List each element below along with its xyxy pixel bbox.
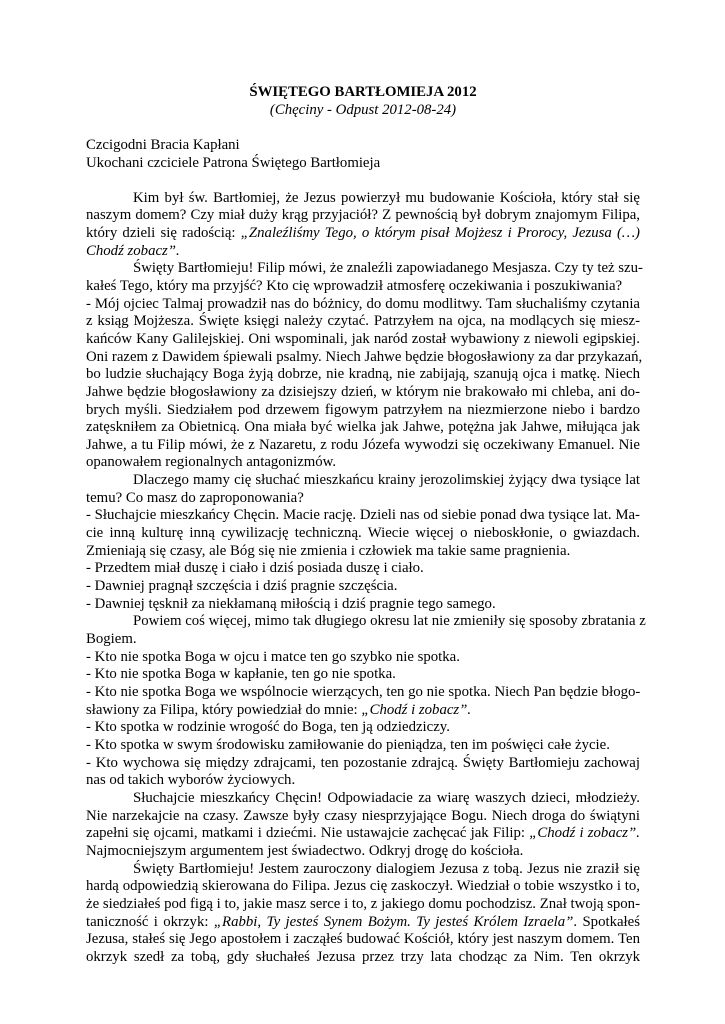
- text-run: Jezusa, stałeś się Jego apostołem i zacząłeś budować Kościół, który jest naszym domem. Ten: [86, 931, 640, 948]
- text-line: [86, 808, 640, 826]
- text-run: kałeś Tego, który ma przyjść? Kto cię wprowadził atmosferę oczekiwania i poszukiwania?: [86, 277, 623, 294]
- text-run: temu? Co masz do zaproponowania?: [86, 489, 304, 506]
- text-line: [86, 560, 640, 578]
- text-line: [86, 613, 646, 631]
- text-line: [86, 666, 640, 684]
- quote-run: Chodź zobacz”.: [86, 242, 180, 259]
- text-run: Kim był św. Bartłomiej, że Jezus powierzył mu budowanie Kościoła, który stał się: [133, 189, 640, 206]
- text-run: który dzieli się radością:: [86, 224, 241, 241]
- text-run: Nie narzekajcie na czasy. Zawsze były czasy niesprzyjające Bogu. Niech droga do świątyni: [86, 807, 640, 824]
- text-line: [86, 755, 640, 773]
- text-run: - Mój ojciec Talmaj prowadził nas do bóżnicy, do domu modlitwy. Tam słuchaliśmy czytania: [86, 295, 640, 312]
- greeting-line: Ukochani czciciele Patrona Świętego Bartłomieja: [86, 154, 381, 171]
- text-run: - Kto spotka w swym środowisku zamiłowanie do pieniądza, ten im poświęci całe życie.: [86, 736, 610, 753]
- text-line: [86, 278, 640, 296]
- text-line: [86, 649, 640, 667]
- document-title: ŚWIĘTEGO BARTŁOMIEJA 2012: [249, 84, 477, 100]
- text-line: [86, 931, 640, 949]
- text-run: kańców Kany Galilejskiej. Oni wspominali, jak naród został wybawiony z niewoli egipskiej.: [86, 330, 640, 347]
- text-line: [86, 207, 640, 225]
- text-line: [86, 225, 640, 243]
- text-run: Święty Bartłomieju! Jestem zauroczony dialogiem Jezusa z tobą. Jezus nie zraził się: [133, 860, 640, 877]
- text-run: Słuchajcie mieszkańcy Chęcin! Odpowiadacie za wiarę waszych dzieci, młodzieży.: [133, 789, 640, 806]
- text-line: [86, 737, 640, 755]
- text-line: [86, 260, 643, 278]
- text-line: [86, 437, 640, 455]
- text-line: [86, 313, 640, 331]
- text-line: [86, 507, 640, 525]
- text-line: [86, 914, 640, 932]
- text-run: Jahwe, a tu Filip mówi, że z Nazaretu, z rodu Józefa wywodzi się oczekiwany Emanuel. Nie: [86, 436, 640, 453]
- greeting-line: Czcigodni Bracia Kapłani: [86, 137, 240, 154]
- quote-run: „Znaleźliśmy Tego, o którym pisał Mojżesz i Prorocy, Jezusa (…): [240, 224, 640, 241]
- text-line: [86, 719, 640, 737]
- quote-run: „Chodź i zobacz”.: [529, 825, 640, 842]
- text-line: [86, 878, 640, 896]
- text-line: [86, 949, 640, 967]
- text-line: [86, 190, 640, 208]
- text-line: [86, 243, 640, 261]
- body-text: [86, 189, 646, 967]
- text-line: [86, 772, 640, 790]
- document-page: [86, 84, 646, 967]
- text-run: - Kto nie spotka Boga w ojcu i matce ten go szybko nie spotka.: [86, 648, 460, 665]
- text-run: - Kto wychowa się między zdrajcami, ten pozostanie zdrajcą. Święty Bartłomieju zachowaj: [86, 754, 640, 771]
- text-run: taniczność i okrzyk:: [86, 913, 214, 930]
- text-line: [86, 578, 640, 596]
- text-run: - Dawniej pragnął szczęścia i dziś pragnie szczęścia.: [86, 578, 398, 595]
- text-run: - Dawniej tęsknił za niekłamaną miłością i dziś pragnie tego samego.: [86, 595, 496, 612]
- text-run: Oni razem z Dawidem śpiewali psalmy. Niech Jahwe będzie błogosławiony za dar przykazań,: [86, 348, 643, 365]
- text-line: [86, 525, 640, 543]
- text-line: [86, 296, 640, 314]
- text-run: nas od takich wyborów życiowych.: [86, 772, 296, 789]
- text-run: Powiem coś więcej, mimo tak długiego okresu lat nie zmieniły się sposoby zbratania z: [133, 613, 646, 630]
- text-run: Jahwe będzie błogosławiony za dzisiejszy dzień, w którym nie brakowało mi chleba, ani do-: [86, 383, 640, 400]
- text-line: [86, 631, 640, 649]
- text-line: [86, 843, 640, 861]
- text-line: [86, 454, 640, 472]
- document-subtitle: (Chęciny - Odpust 2012-08-24): [269, 101, 457, 118]
- text-run: hardą odpowiedzią skierowana do Filipa. Jezus cię zaskoczył. Wiedział o tobie wszystko i to,: [86, 878, 640, 895]
- text-run: zapełni się ojcami, matkami i dziećmi. Nie ustawajcie zachęcać jak Filip:: [86, 825, 530, 842]
- text-run: naszym domem? Czy miał duży krąg przyjaciół? Z pewnością był dobrym znajomym Filipa,: [86, 207, 640, 224]
- text-line: [86, 366, 640, 384]
- text-line: [86, 596, 640, 614]
- text-line: [86, 384, 640, 402]
- text-line: [86, 402, 640, 420]
- text-run: okrzyk szedł za tobą, gdy słuchałeś Jezusa przez trzy lata chodząc za Nim. Ten okrzyk: [86, 948, 640, 965]
- text-run: - Kto nie spotka Boga w kapłanie, ten go nie spotka.: [86, 666, 396, 683]
- text-line: [86, 419, 640, 437]
- text-run: opanowałem regionalnych antagonizmów.: [86, 454, 337, 471]
- text-line: [86, 790, 640, 808]
- text-run: Dlaczego mamy cię słuchać mieszkańcu krainy jerozolimskiej żyjący dwa tysiące lat: [133, 472, 640, 489]
- quote-run: „Chodź i zobacz”.: [361, 701, 472, 718]
- text-run: Najmocniejszym argumentem jest świadectwo. Odkryj drogę do kościoła.: [86, 842, 524, 859]
- text-line: [86, 472, 640, 490]
- text-line: [86, 684, 640, 702]
- text-run: Zmieniają się czasy, ale Bóg się nie zmienia i człowiek ma takie same pragnienia.: [86, 542, 571, 559]
- text-run: brych myśli. Siedziałem pod drzewem figowym patrzyłem na niezmierzone niebo i bardzo: [86, 401, 640, 418]
- text-run: Bogiem.: [86, 631, 137, 648]
- text-run: - Kto spotka w rodzinie wrogość do Boga, ten ją odziedziczy.: [86, 719, 450, 736]
- text-line: [86, 825, 640, 843]
- text-run: - Słuchajcie mieszkańcy Chęcin. Macie rację. Dzieli nas od siebie ponad dwa tysiące lat. Ma-: [86, 507, 640, 524]
- text-line: [86, 702, 640, 720]
- text-run: sławiony za Filipa, który powiedział do mnie:: [86, 701, 362, 718]
- text-line: [86, 490, 640, 508]
- greeting: [86, 137, 640, 172]
- text-run: z ksiąg Mojżesza. Święte księgi należy czytać. Patrzyłem na ojca, na modlących się miesz-: [86, 313, 640, 330]
- text-run: cie inną kulturę inną cywilizację techniczną. Wiecie więcej o nieboskłonie, o gwiazdach.: [86, 525, 640, 542]
- text-run: zatęskniłem za Obietnicą. Ona miała być wielka jak Jahwe, potężna jak Jahwe, miłująca jak: [86, 419, 640, 436]
- text-run: . Spotkałeś: [573, 913, 640, 930]
- text-run: bo ludzie słuchający Boga żyją dobrze, nie kradną, nie zabijają, szanują ojca i matkę. Niech: [86, 366, 640, 383]
- text-run: - Przedtem miał duszę i ciało i dziś posiada duszę i ciało.: [86, 560, 424, 577]
- text-run: Święty Bartłomieju! Filip mówi, że znaleźli zapowiadanego Mesjasza. Czy ty też szu-: [133, 260, 643, 277]
- text-line: [86, 543, 640, 561]
- text-run: - Kto nie spotka Boga we wspólnocie wierzących, ten go nie spotka. Niech Pan będzie błogo-: [86, 684, 641, 700]
- text-line: [86, 348, 643, 367]
- quote-run: „Rabbi, Ty jesteś Synem Bożym. Ty jesteś Królem Izraela”: [213, 913, 574, 930]
- text-line: [86, 331, 640, 349]
- text-run: że siedziałeś pod figą i to, jakie masz serce i to, z jakiego domu pochodzisz. Znał twoją spon-: [86, 895, 640, 912]
- text-line: [86, 861, 640, 879]
- text-line: [86, 896, 640, 914]
